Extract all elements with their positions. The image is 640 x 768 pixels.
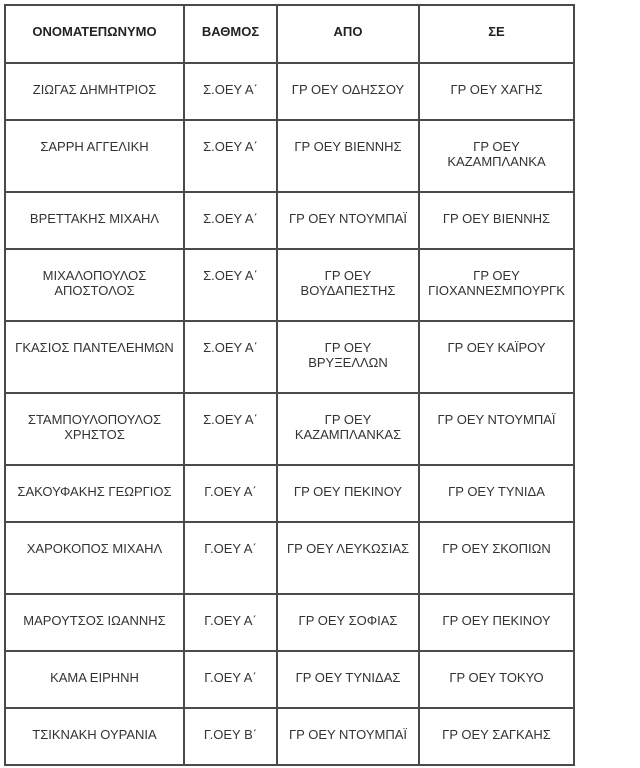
header-to: ΣΕ bbox=[419, 5, 574, 63]
cell-rank: Σ.ΟΕΥ Α΄ bbox=[184, 393, 277, 465]
cell-from: ΓΡ ΟΕΥ ΒΙΕΝΝΗΣ bbox=[277, 120, 419, 192]
table-row bbox=[5, 708, 574, 765]
cell-to: ΓΡ ΟΕΥ ΓΙΟΧΑΝΝΕΣΜΠΟΥΡΓΚ bbox=[419, 249, 574, 321]
header-name: ΟΝΟΜΑΤΕΠΩΝΥΜΟ bbox=[5, 5, 184, 63]
cell-to: ΓΡ ΟΕΥ ΤΥΝΙΔΑ bbox=[419, 465, 574, 522]
cell-rank: Σ.ΟΕΥ Α΄ bbox=[184, 192, 277, 249]
table-header-row bbox=[5, 5, 574, 63]
cell-from: ΓΡ ΟΕΥ ΣΟΦΙΑΣ bbox=[277, 594, 419, 651]
cell-rank: Σ.ΟΕΥ Α΄ bbox=[184, 321, 277, 393]
table-row bbox=[5, 120, 574, 192]
cell-from: ΓΡ ΟΕΥ ΠΕΚΙΝΟΥ bbox=[277, 465, 419, 522]
table-row bbox=[5, 249, 574, 321]
cell-to: ΓΡ ΟΕΥ ΠΕΚΙΝΟΥ bbox=[419, 594, 574, 651]
cell-from: ΓΡ ΟΕΥ ΒΟΥΔΑΠΕΣΤΗΣ bbox=[277, 249, 419, 321]
cell-from: ΓΡ ΟΕΥ ΤΥΝΙΔΑΣ bbox=[277, 651, 419, 708]
cell-from: ΓΡ ΟΕΥ ΛΕΥΚΩΣΙΑΣ bbox=[277, 522, 419, 594]
cell-rank: Γ.ΟΕΥ Α΄ bbox=[184, 594, 277, 651]
cell-to: ΓΡ ΟΕΥ ΚΑΖΑΜΠΛΑΝΚΑ bbox=[419, 120, 574, 192]
cell-to: ΓΡ ΟΕΥ ΧΑΓΗΣ bbox=[419, 63, 574, 120]
table-row bbox=[5, 63, 574, 120]
cell-to: ΓΡ ΟΕΥ ΝΤΟΥΜΠΑΪ bbox=[419, 393, 574, 465]
table-row bbox=[5, 321, 574, 393]
cell-from: ΓΡ ΟΕΥ ΒΡΥΞΕΛΛΩΝ bbox=[277, 321, 419, 393]
cell-from: ΓΡ ΟΕΥ ΝΤΟΥΜΠΑΪ bbox=[277, 708, 419, 765]
cell-name: ΧΑΡΟΚΟΠΟΣ ΜΙΧΑΗΛ bbox=[5, 522, 184, 594]
cell-rank: Γ.ΟΕΥ Α΄ bbox=[184, 465, 277, 522]
cell-from: ΓΡ ΟΕΥ ΟΔΗΣΣΟΥ bbox=[277, 63, 419, 120]
cell-name: ΒΡΕΤΤΑΚΗΣ ΜΙΧΑΗΛ bbox=[5, 192, 184, 249]
table-row bbox=[5, 594, 574, 651]
cell-rank: Σ.ΟΕΥ Α΄ bbox=[184, 63, 277, 120]
cell-rank: Γ.ΟΕΥ Α΄ bbox=[184, 651, 277, 708]
cell-name: ΖΙΩΓΑΣ ΔΗΜΗΤΡΙΟΣ bbox=[5, 63, 184, 120]
header-from: ΑΠΟ bbox=[277, 5, 419, 63]
cell-name: ΜΑΡΟΥΤΣΟΣ ΙΩΑΝΝΗΣ bbox=[5, 594, 184, 651]
table-row bbox=[5, 465, 574, 522]
cell-to: ΓΡ ΟΕΥ ΤΟΚΥΟ bbox=[419, 651, 574, 708]
cell-name: ΚΑΜΑ ΕΙΡΗΝΗ bbox=[5, 651, 184, 708]
cell-from: ΓΡ ΟΕΥ ΝΤΟΥΜΠΑΪ bbox=[277, 192, 419, 249]
cell-from: ΓΡ ΟΕΥ ΚΑΖΑΜΠΛΑΝΚΑΣ bbox=[277, 393, 419, 465]
cell-name: ΤΣΙΚΝΑΚΗ ΟΥΡΑΝΙΑ bbox=[5, 708, 184, 765]
cell-to: ΓΡ ΟΕΥ ΚΑΪΡΟΥ bbox=[419, 321, 574, 393]
cell-rank: Γ.ΟΕΥ Α΄ bbox=[184, 522, 277, 594]
cell-name: ΣΑΡΡΗ ΑΓΓΕΛΙΚΗ bbox=[5, 120, 184, 192]
cell-to: ΓΡ ΟΕΥ ΣΚΟΠΙΩΝ bbox=[419, 522, 574, 594]
header-rank: ΒΑΘΜΟΣ bbox=[184, 5, 277, 63]
transfers-table bbox=[4, 4, 575, 766]
table-row bbox=[5, 522, 574, 594]
cell-name: ΣΑΚΟΥΦΑΚΗΣ ΓΕΩΡΓΙΟΣ bbox=[5, 465, 184, 522]
cell-rank: Γ.ΟΕΥ Β΄ bbox=[184, 708, 277, 765]
table-row bbox=[5, 651, 574, 708]
cell-name: ΓΚΑΣΙΟΣ ΠΑΝΤΕΛΕΗΜΩΝ bbox=[5, 321, 184, 393]
cell-name: ΜΙΧΑΛΟΠΟΥΛΟΣ ΑΠΟΣΤΟΛΟΣ bbox=[5, 249, 184, 321]
cell-to: ΓΡ ΟΕΥ ΒΙΕΝΝΗΣ bbox=[419, 192, 574, 249]
cell-rank: Σ.ΟΕΥ Α΄ bbox=[184, 120, 277, 192]
cell-to: ΓΡ ΟΕΥ ΣΑΓΚΑΗΣ bbox=[419, 708, 574, 765]
cell-rank: Σ.ΟΕΥ Α΄ bbox=[184, 249, 277, 321]
table-row bbox=[5, 192, 574, 249]
cell-name: ΣΤΑΜΠΟΥΛΟΠΟΥΛΟΣ ΧΡΗΣΤΟΣ bbox=[5, 393, 184, 465]
table-row bbox=[5, 393, 574, 465]
